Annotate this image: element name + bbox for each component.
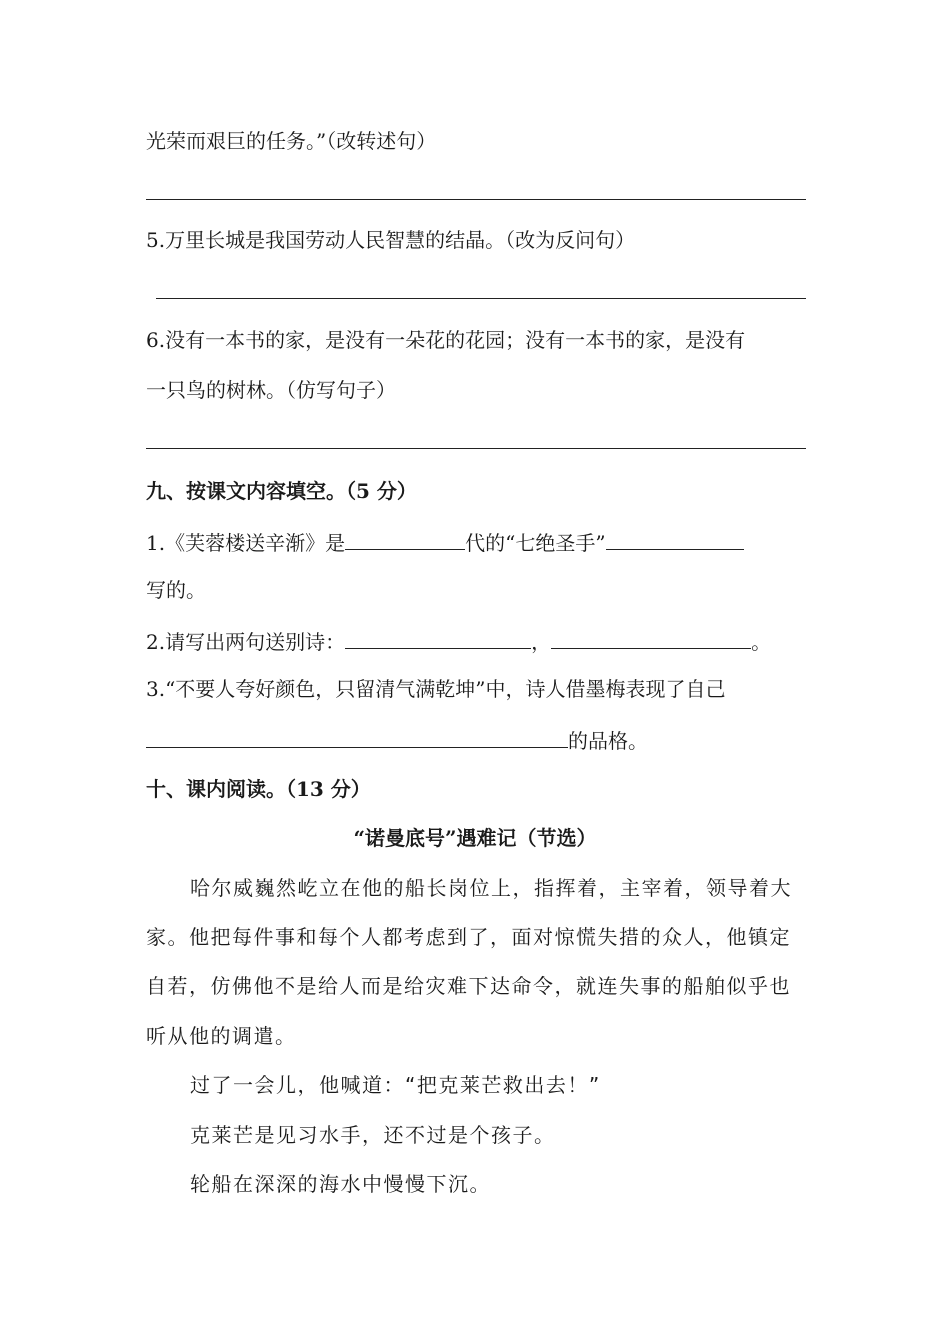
passage-para-1-line-2: 家。他把每件事和每个人都考虑到了，面对惊慌失措的众人，他镇定 (146, 925, 791, 949)
item-2-end: 。 (751, 630, 772, 654)
passage-para-3: 克莱芒是见习水手，还不过是个孩子。 (190, 1123, 556, 1147)
passage-para-4: 轮船在深深的海水中慢慢下沉。 (190, 1172, 491, 1196)
answer-line-6 (146, 448, 806, 449)
passage-para-1-line-1: 哈尔威巍然屹立在他的船长岗位上，指挥着，主宰着，领导着大 (190, 876, 792, 900)
passage-para-1-line-4: 听从他的调遣。 (146, 1024, 297, 1048)
question-6-line-1: 6.没有一本书的家，是没有一朵花的花园；没有一本书的家，是没有 (146, 328, 746, 352)
item-1-text-b: 代的“七绝圣手” (465, 531, 606, 555)
passage-title: “诺曼底号”遇难记（节选） (353, 826, 597, 850)
fill-blank-poem-1[interactable] (345, 626, 531, 649)
item-2-text: 2.请写出两句送别诗： (146, 630, 346, 654)
section-9-item-2 (146, 626, 771, 656)
fill-blank-character[interactable] (146, 725, 568, 748)
item-1-text-a: 1.《芙蓉楼送辛渐》是 (146, 531, 346, 555)
question-4-continuation: 光荣而艰巨的任务。”（改转述句） (146, 129, 437, 153)
section-9-heading: 九、按课文内容填空。（5 分） (146, 479, 417, 503)
question-5: 5.万里长城是我国劳动人民智慧的结晶。（改为反问句） (146, 228, 636, 252)
section-9-item-3-cont (146, 725, 648, 755)
fill-blank-poem-2[interactable] (551, 626, 751, 649)
answer-line-5 (156, 298, 806, 299)
item-2-separator: ， (531, 630, 552, 654)
answer-line-4 (146, 199, 806, 200)
fill-blank-poet[interactable] (606, 527, 744, 550)
passage-para-1-line-3: 自若，仿佛他不是给人而是给灾难下达命令，就连失事的船舶似乎也 (146, 974, 791, 998)
section-9-item-3: 3.“不要人夸好颜色，只留清气满乾坤”中，诗人借墨梅表现了自己 (146, 677, 726, 701)
section-9-item-1-end: 写的。 (146, 578, 206, 602)
fill-blank-dynasty[interactable] (345, 527, 465, 550)
passage-para-2: 过了一会儿，他喊道：“把克莱芒救出去！” (190, 1073, 601, 1097)
section-10-heading: 十、课内阅读。（13 分） (146, 777, 371, 801)
question-6-line-2: 一只鸟的树林。（仿写句子） (146, 378, 396, 402)
section-9-item-1 (146, 527, 744, 557)
item-3-end: 的品格。 (568, 729, 648, 753)
